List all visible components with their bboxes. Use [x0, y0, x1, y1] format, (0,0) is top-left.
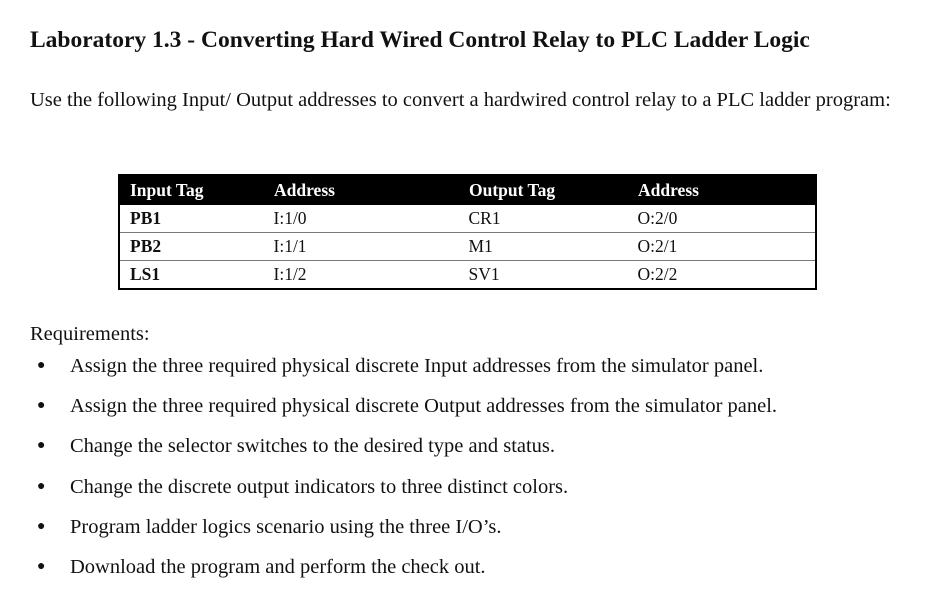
header-input-address: Address — [264, 175, 459, 205]
input-tag-cell: PB2 — [119, 233, 264, 261]
header-output-tag: Output Tag — [459, 175, 628, 205]
table-row — [119, 205, 816, 233]
output-tag-cell: SV1 — [459, 261, 628, 290]
table-header-row — [119, 175, 816, 205]
table-row — [119, 261, 816, 290]
input-tag-cell: LS1 — [119, 261, 264, 290]
requirement-text: Assign the three required physical discrete Output addresses from the simulator panel. — [70, 395, 778, 418]
requirements-heading: Requirements: — [30, 323, 150, 345]
output-address-cell: O:2/2 — [628, 261, 817, 290]
requirement-text: Change the discrete output indicators to three distinct colors. — [70, 475, 569, 498]
bullet-icon: ● — [37, 438, 46, 454]
output-address-cell: O:2/0 — [628, 205, 817, 233]
requirement-text: Assign the three required physical discrete Input addresses from the simulator panel. — [70, 355, 764, 377]
requirement-text: Download the program and perform the check out. — [70, 555, 486, 578]
input-tag-cell: PB1 — [119, 205, 264, 233]
bullet-icon: ● — [37, 358, 46, 373]
intro-paragraph: Use the following Input/ Output addresses to convert a hardwired control relay to a PLC ladder program: — [30, 89, 891, 111]
output-tag-cell: M1 — [459, 233, 628, 261]
header-input-tag: Input Tag — [119, 175, 264, 205]
bullet-icon: ● — [37, 478, 46, 494]
input-address-cell: I:1/0 — [264, 205, 459, 233]
input-address-cell: I:1/2 — [264, 261, 459, 290]
header-output-address: Address — [628, 175, 817, 205]
requirement-text: Program ladder logics scenario using the three I/O’s. — [70, 515, 502, 538]
input-address-cell: I:1/1 — [264, 233, 459, 261]
io-address-table — [118, 174, 817, 290]
output-address-cell: O:2/1 — [628, 233, 817, 261]
output-tag-cell: CR1 — [459, 205, 628, 233]
bullet-icon: ● — [37, 398, 46, 414]
requirement-text: Change the selector switches to the desired type and status. — [70, 435, 556, 458]
bullet-icon: ● — [37, 518, 46, 534]
bullet-icon: ● — [37, 558, 46, 574]
page-title: Laboratory 1.3 - Converting Hard Wired Control Relay to PLC Ladder Logic — [30, 27, 810, 53]
table-row — [119, 233, 816, 261]
